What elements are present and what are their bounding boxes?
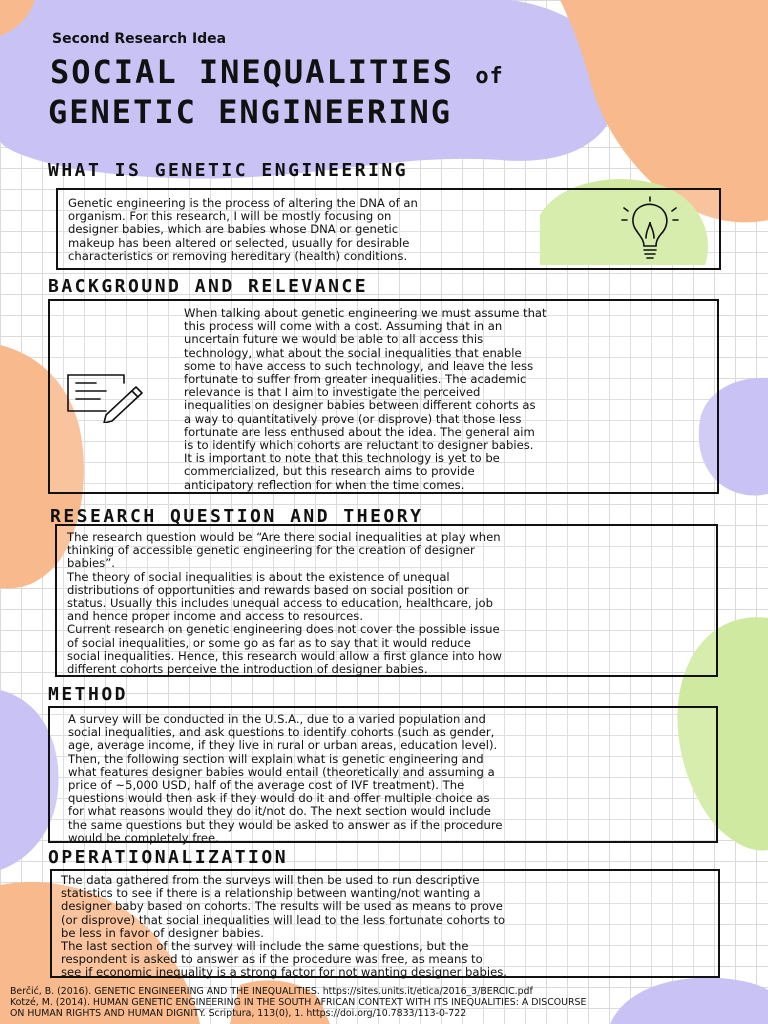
title-line-1	[50, 53, 504, 91]
box-operationalization	[50, 869, 720, 978]
reference-line: Berčić, B. (2016). GENETIC ENGINEERING AND THE INEQUALITIES. https://sites.units.it/etica/2016_3/BERCIC.pdf	[10, 986, 533, 997]
lavender-blob-bottom-right	[610, 978, 768, 1024]
heading-operationalization: OPERATIONALIZATION	[48, 847, 289, 868]
title-main: SOCIAL INEQUALITIES	[50, 53, 455, 91]
box-method	[48, 706, 718, 843]
eyebrow-label: Second Research Idea	[52, 31, 227, 47]
box-background	[48, 299, 719, 494]
title-of: of	[475, 64, 504, 89]
heading-what-is: WHAT IS GENETIC ENGINEERING	[48, 160, 409, 181]
heading-method: METHOD	[48, 684, 129, 705]
body-research-question: The research question would be “Are there social inequalities at play when thinking of accessible genetic engineering for the creation of designer babies”. The theory of social inequalities is about the existence of unequal distributions of opportunities and rewards based on social position or status. Usually this includes unequal access to education, healthcare, job and hence proper income and access to resources. Current research on genetic engineering does not cover the possible issue of social inequalities, or some go as far as to say that it would reduce social inequalities. Hence, this research would allow a first glance into how different cohorts perceive the introduction of designer babies.	[67, 530, 502, 677]
box-what-is	[56, 188, 721, 270]
reference-line: Kotzé, M. (2014). HUMAN GENETIC ENGINEERING IN THE SOUTH AFRICAN CONTEXT WITH ITS INEQUALITIES: A DISCOURSE	[10, 997, 587, 1009]
lightbulb-icon	[610, 194, 682, 264]
body-method: A survey will be conducted in the U.S.A., due to a varied population and social inequalities, and ask questions to identify cohorts (such as gender, age, average income, if they live in rural or urban areas, education level). Then, the following section will explain what is genetic engineering and what features designer babies would entail (theoretically and assuming a price of ~5,000 USD, half of the average cost of IVF treatment). The questions would then ask if they would do it and offer multiple choice as for what reasons would they do it/not do. The next section would include the same questions but they would be asked to answer as if the procedure would be completely free.	[68, 712, 503, 845]
title-line-2: GENETIC ENGINEERING	[48, 93, 453, 131]
references	[10, 986, 586, 1020]
body-operationalization: The data gathered from the surveys will then be used to run descriptive statistics to see if there is a relationship between wanting/not wanting a designer baby based on cohorts. The results will be used as means to prove (or disprove) that social inequalities will lead to the less fortunate cohorts to be less in favor of designer babies. The last section of the survey will include the same questions, but the respondent is asked to answer as if the procedure was free, as means to see if economic inequality is a strong factor for not wanting designer babies.	[61, 873, 507, 980]
box-research-question	[55, 524, 718, 677]
reference-line: ON HUMAN RIGHTS AND HUMAN DIGNITY. Scriptura, 113(0), 1. https://doi.org/10.7833/113-0-722	[10, 1008, 467, 1020]
heading-research-question: RESEARCH QUESTION AND THEORY	[50, 506, 424, 527]
body-background: When talking about genetic engineering we must assume that this process will come with a cost. Assuming that in an uncertain future we would be able to all access this technology, what about the social inequalities that enable some to have access to such technology, and leave the less fortunate to suffer from greater inequalities. The academic relevance is that I aim to investigate the perceived inequalities on designer babies between different cohorts as a way to quantitatively prove (or disprove) that those less fortunate are less enthused about the idea. The general aim is to identify which cohorts are reluctant to designer babies. It is important to note that this technology is yet to be commercialized, but this research aims to provide anticipatory reflection for when the time comes.	[184, 306, 547, 492]
body-what-is: Genetic engineering is the process of altering the DNA of an organism. For this research, I will be mostly focusing on designer babies, which are babies whose DNA or genetic makeup has been altered or selected, usually for desirable characteristics or removing hereditary (health) conditions.	[68, 196, 418, 263]
document-pencil-icon	[66, 371, 146, 423]
heading-background: BACKGROUND AND RELEVANCE	[48, 276, 369, 297]
